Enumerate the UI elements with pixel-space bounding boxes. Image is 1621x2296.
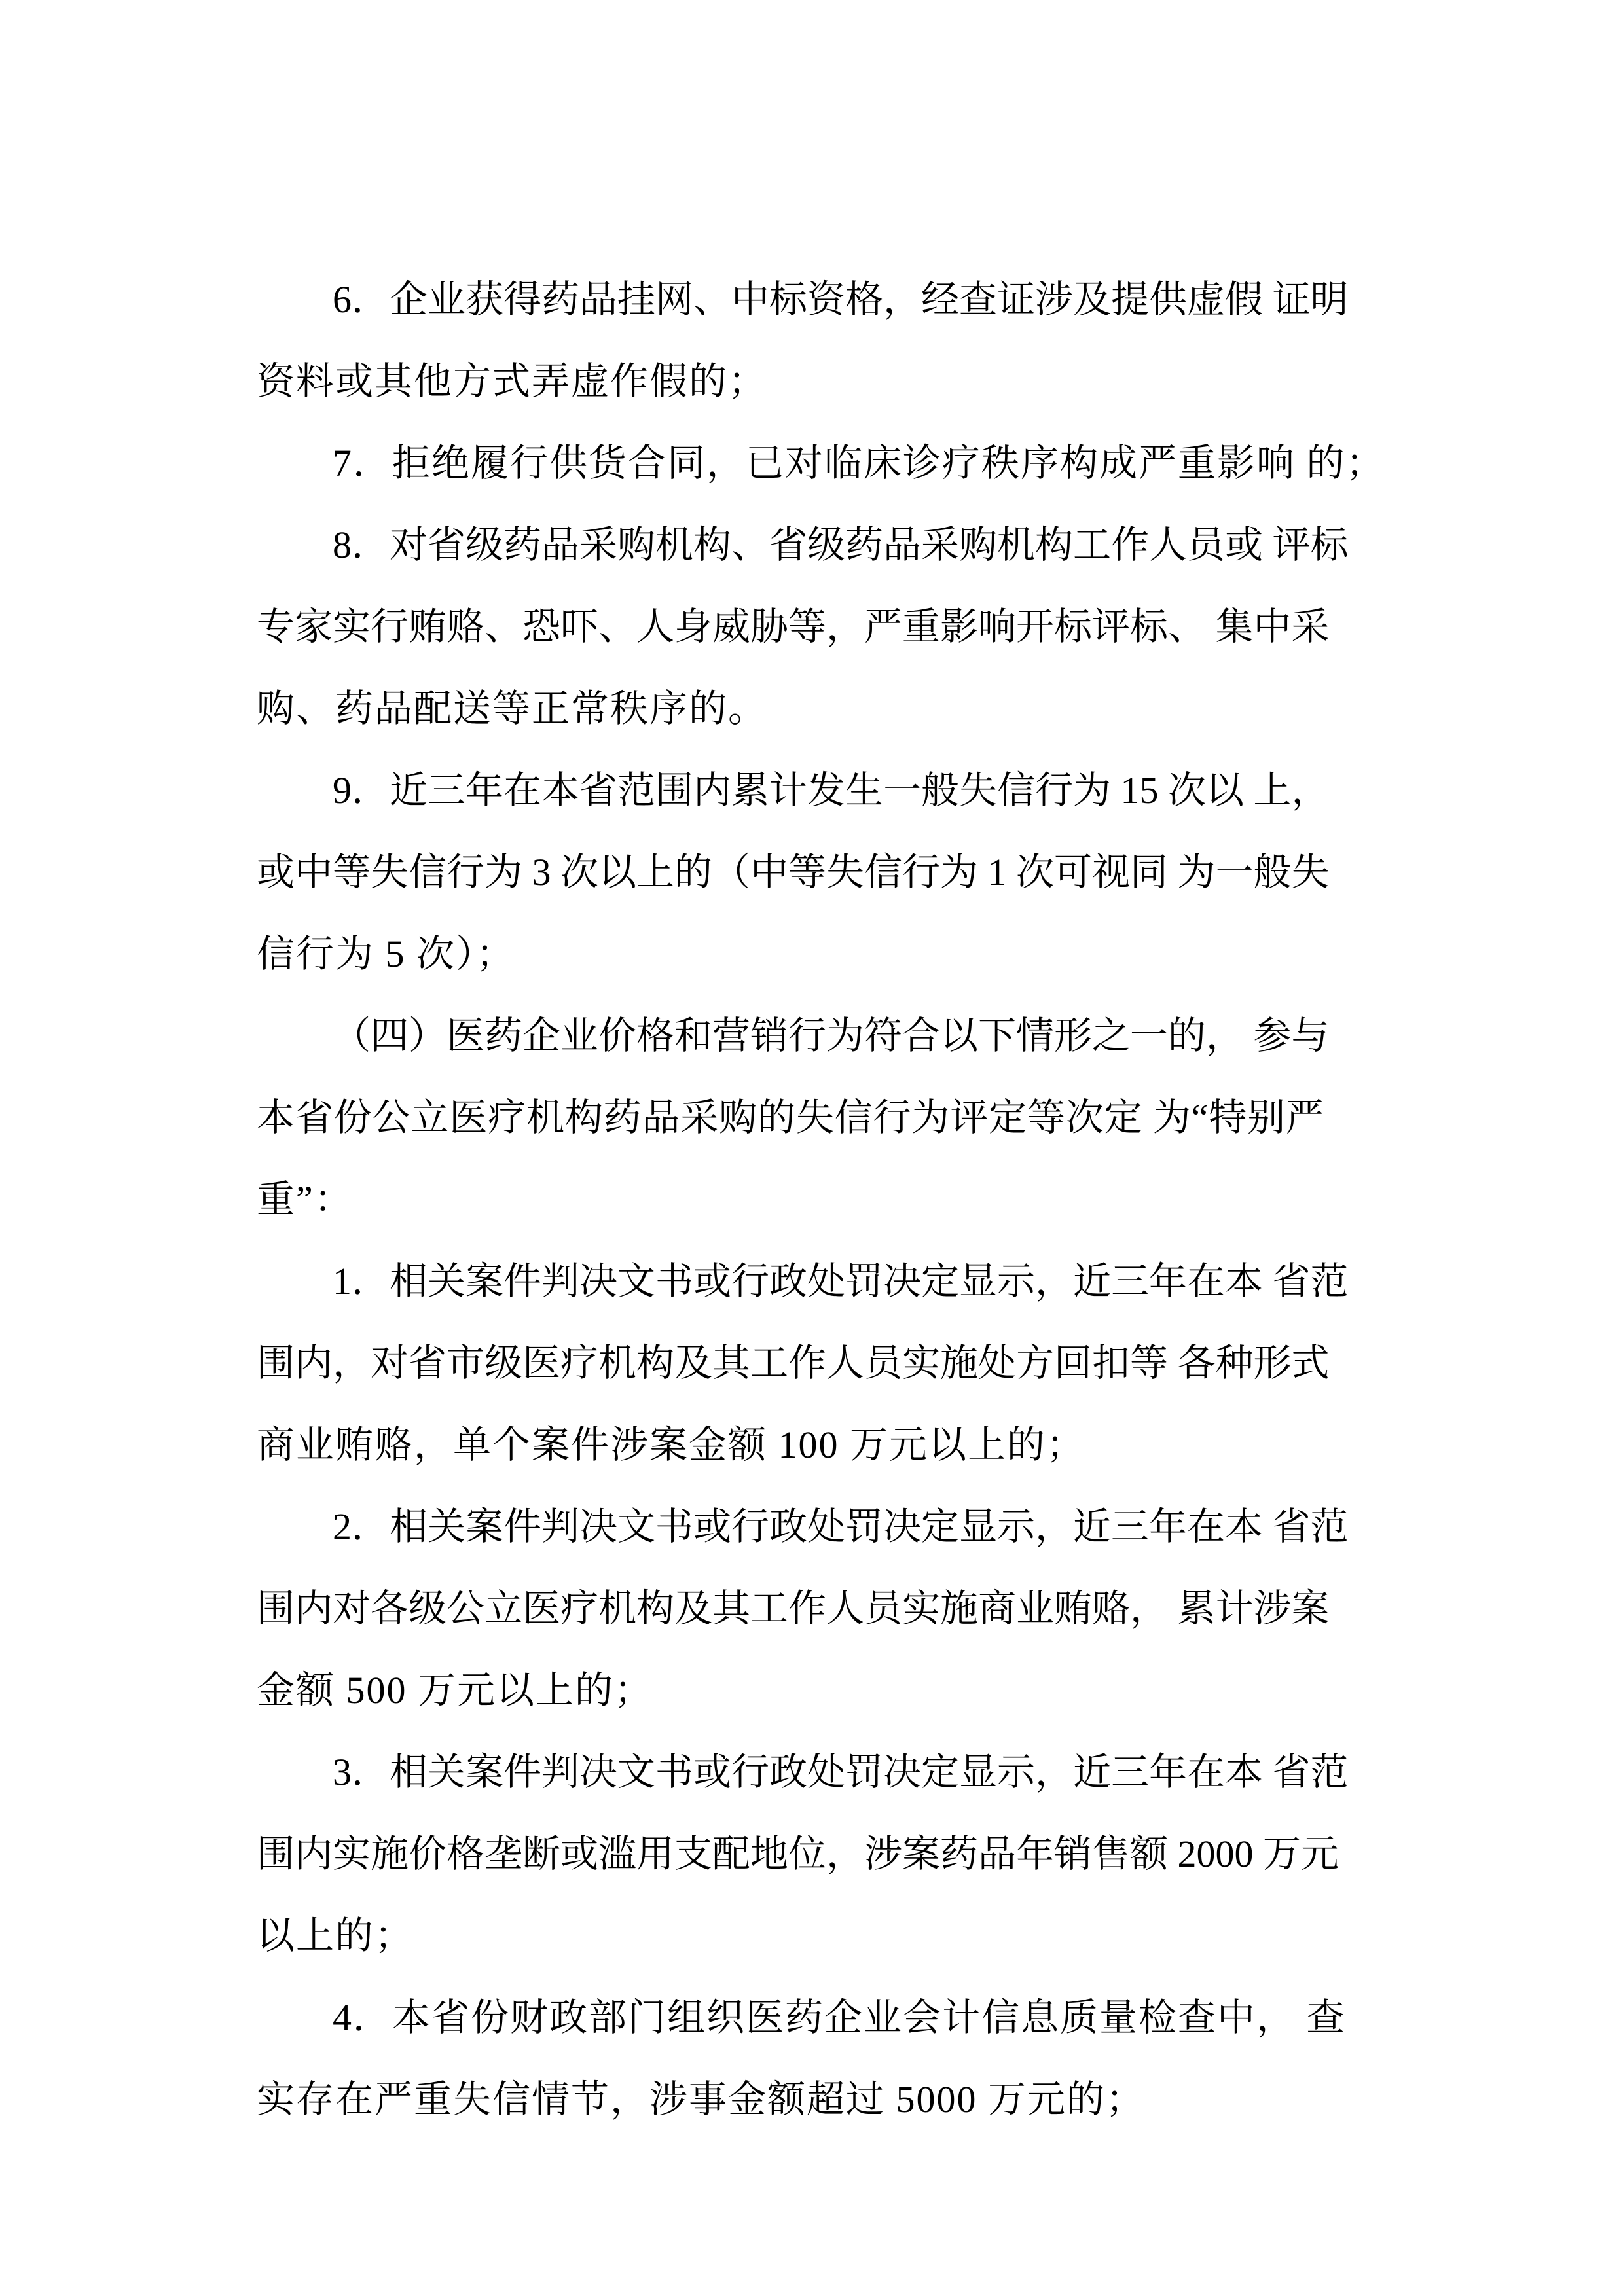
text-line: 专家实行贿赂、恐吓、人身威胁等，严重影响开标评标、 集中采 xyxy=(257,605,1330,648)
text-line: 围内对各级公立医疗机构及其工作人员实施商业贿赂， 累计涉案 xyxy=(257,1587,1330,1630)
text-line: 6．企业获得药品挂网、中标资格，经查证涉及提供虚假 证明 xyxy=(333,278,1349,321)
text-line: 4．本省份财政部门组织医药企业会计信息质量检查中， 查 xyxy=(333,1996,1346,2039)
text-line: 本省份公立医疗机构药品采购的失信行为评定等次定 为“特别严 xyxy=(257,1096,1324,1139)
text-line: 信行为 5 次）； xyxy=(257,933,516,975)
text-line: 3．相关案件判决文书或行政处罚决定显示，近三年在本 省范 xyxy=(333,1751,1349,1793)
text-line: 资料或其他方式弄虚作假的； xyxy=(257,360,768,403)
text-line: 实存在严重失信情节，涉事金额超过 5000 万元的； xyxy=(257,2078,1146,2121)
text-line: 围内，对省市级医疗机构及其工作人员实施处方回扣等 各种形式 xyxy=(257,1342,1330,1384)
text-line: 商业贿赂，单个案件涉案金额 100 万元以上的； xyxy=(257,1424,1086,1466)
text-line: 购、药品配送等正常秩序的。 xyxy=(257,687,768,730)
text-line: 围内实施价格垄断或滥用支配地位，涉案药品年销售额 2000 万元 xyxy=(257,1833,1339,1875)
text-line: 1．相关案件判决文书或行政处罚决定显示，近三年在本 省范 xyxy=(333,1260,1349,1302)
text-line: 2．相关案件判决文书或行政处罚决定显示，近三年在本 省范 xyxy=(333,1505,1349,1548)
text-line: 或中等失信行为 3 次以上的（中等失信行为 1 次可视同 为一般失 xyxy=(257,851,1330,893)
document-body xyxy=(257,259,1385,2140)
text-line: 8．对省级药品采购机构、省级药品采购机构工作人员或 评标 xyxy=(333,524,1349,566)
text-line: 重”： xyxy=(257,1178,354,1221)
text-line: 以上的； xyxy=(257,1914,414,1957)
text-line: （四）医药企业价格和营销行为符合以下情形之一的， 参与 xyxy=(333,1014,1330,1057)
text-line: 金额 500 万元以上的； xyxy=(257,1669,654,1712)
text-line: 7．拒绝履行供货合同，已对临床诊疗秩序构成严重影响 的； xyxy=(333,442,1385,484)
text-line: 9．近三年在本省范围内累计发生一般失信行为 15 次以 上， xyxy=(333,769,1330,812)
